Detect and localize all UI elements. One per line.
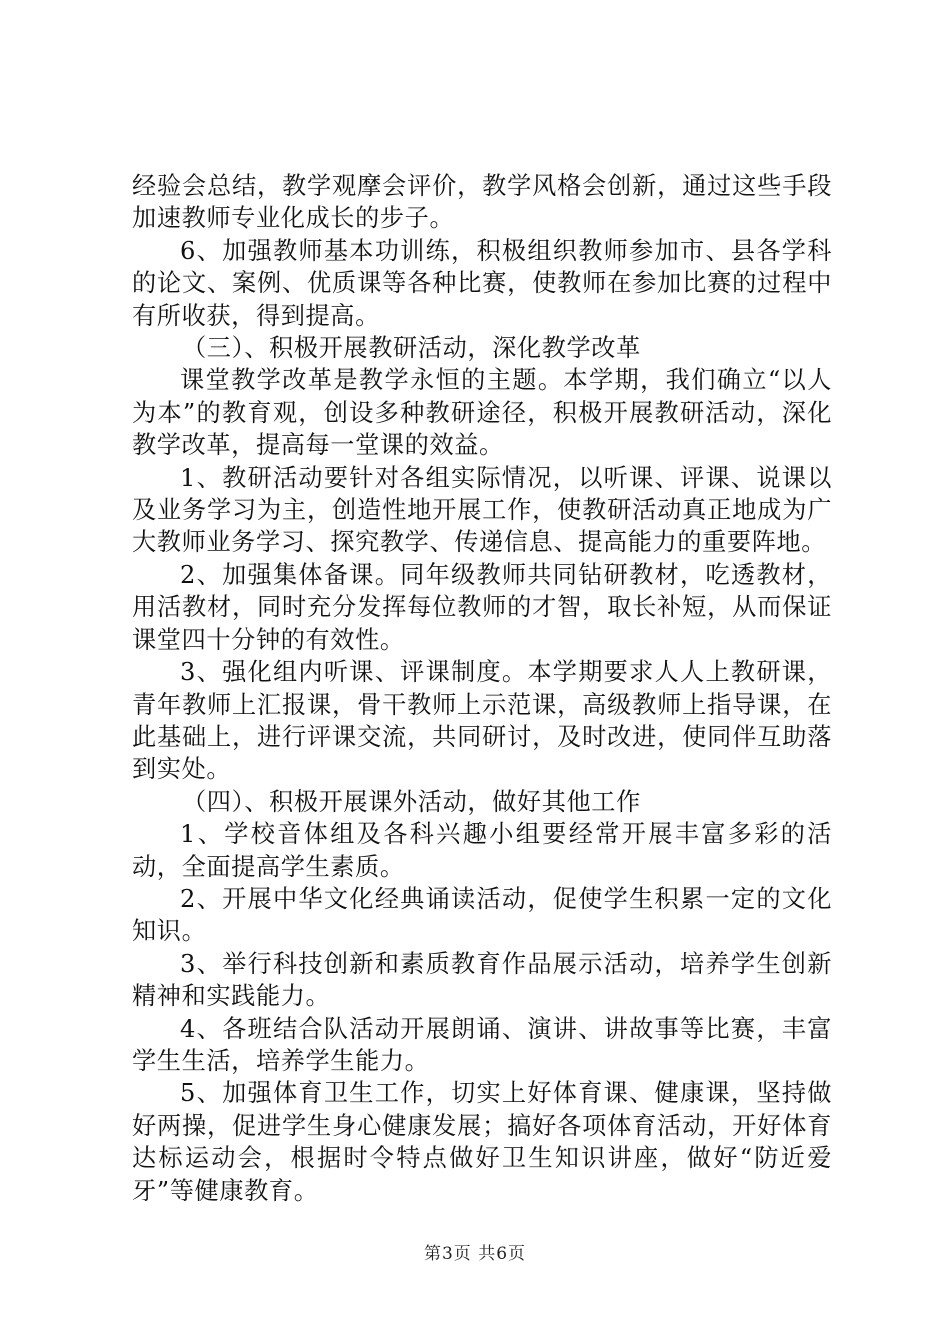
paragraph-continuation: 经验会总结，教学观摩会评价，教学风格会创新，通过这些手段加速教师专业化成长的步子。 <box>132 172 832 233</box>
paragraph-activity-5: 5、加强体育卫生工作，切实上好体育课、健康课，坚持做好两操，促进学生身心健康发展；搞好各项体育活动，开好体育达标运动会，根据时令特点做好卫生知识讲座，做好“防近爱牙”等健康教育。 <box>132 1079 832 1205</box>
paragraph-research-2: 2、加强集体备课。同年级教师共同钻研教材，吃透教材，用活教材，同时充分发挥每位教师的才智，取长补短，从而保证课堂四十分钟的有效性。 <box>132 560 832 654</box>
document-body <box>132 170 832 1207</box>
paragraph-activity-1: 1、学校音体组及各科兴趣小组要经常开展丰富多彩的活动，全面提高学生素质。 <box>132 820 832 881</box>
paragraph-activity-2: 2、开展中华文化经典诵读活动，促使学生积累一定的文化知识。 <box>132 884 832 946</box>
paragraph-item-6: 6、加强教师基本功训练，积极组织教师参加市、县各学科的论文、案例、优质课等各种比赛，使教师在参加比赛的过程中有所收获，得到提高。 <box>132 236 832 330</box>
section-heading-3: （三）、积极开展教研活动，深化教学改革 <box>182 334 641 363</box>
paragraph-activity-4: 4、各班结合队活动开展朗诵、演讲、讲故事等比赛，丰富学生生活，培养学生能力。 <box>132 1014 832 1075</box>
paragraph-research-1: 1、教研活动要针对各组实际情况，以听课、评课、说课以及业务学习为主，创造性地开展工作，使教研活动真正地成为广大教师业务学习、探究教学、传递信息、提高能力的重要阵地。 <box>132 463 832 557</box>
page-number-footer: 第3页 共6页 <box>423 1244 527 1264</box>
paragraph-intro: 课堂教学改革是教学永恒的主题。本学期，我们确立“以人为本”的教育观，创设多种教研途径，积极开展教研活动，深化教学改革，提高每一堂课的效益。 <box>132 366 832 460</box>
section-heading-4: （四）、积极开展课外活动，做好其他工作 <box>182 787 641 816</box>
paragraph-activity-3: 3、举行科技创新和素质教育作品展示活动，培养学生创新精神和实践能力。 <box>132 949 832 1011</box>
paragraph-research-3: 3、强化组内听课、评课制度。本学期要求人人上教研课，青年教师上汇报课，骨干教师上示范课，高级教师上指导课，在此基础上，进行评课交流，共同研讨，及时改进，使同伴互助落到实处。 <box>132 658 832 784</box>
